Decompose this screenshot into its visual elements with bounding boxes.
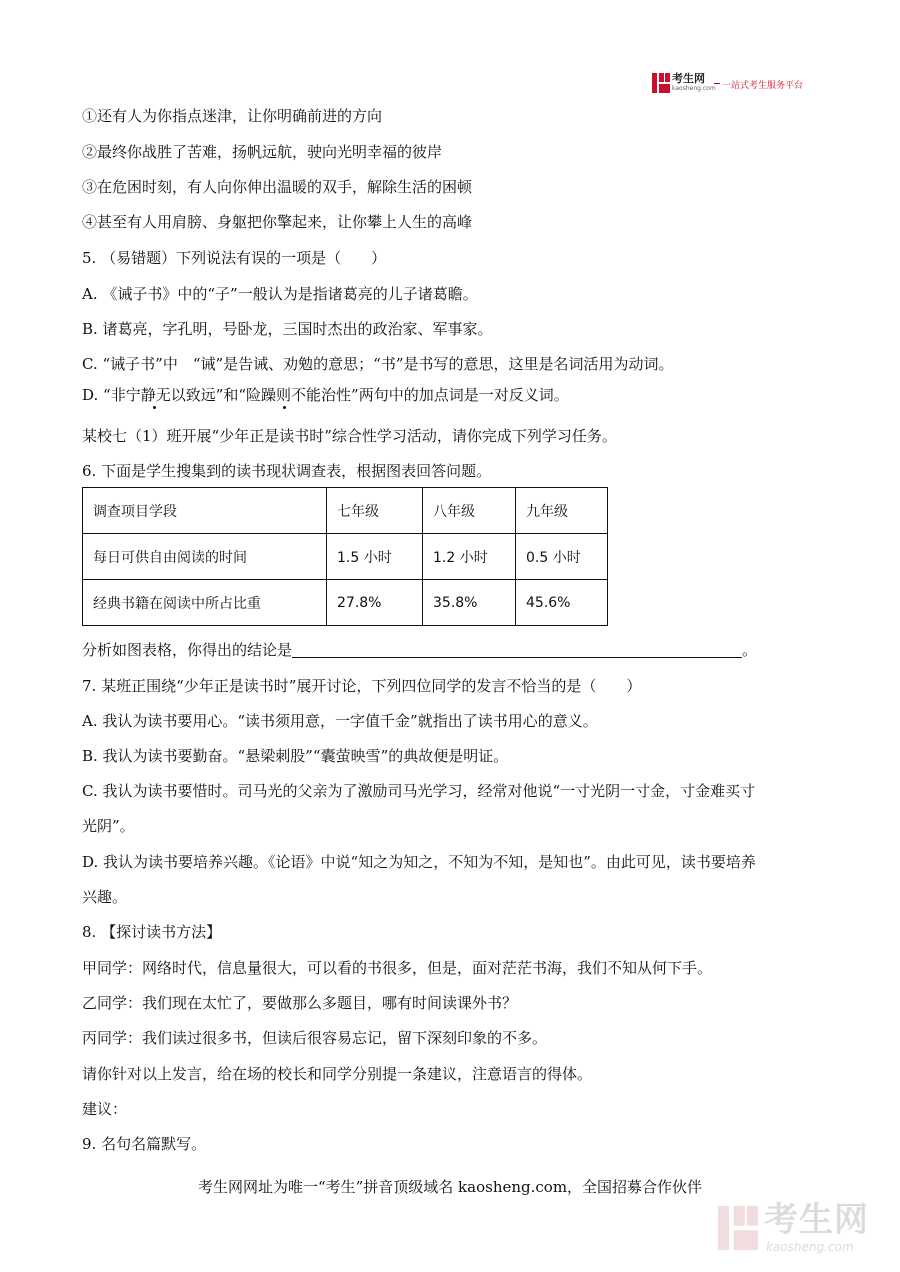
watermark-brand: 考生网 [764, 1200, 869, 1240]
table-header-row [83, 488, 608, 534]
table-row [83, 534, 608, 580]
question-5-option-b: B. 诸葛亮，字孔明，号卧龙，三国时杰出的政治家、军事家。 [82, 320, 493, 338]
logo-brand-name: 考生网 [672, 72, 705, 85]
logo-tagline: 一站式考生服务平台 [722, 81, 804, 91]
watermark-domain: kaosheng.com [766, 1240, 854, 1254]
table-header-cell: 调查项目学段 [83, 488, 327, 534]
page-footer: 考生网网址为唯一“考生”拼音顶级域名 kaosheng.com，全国招募合作伙伴 [197, 1178, 703, 1196]
question-8-speaker-b: 乙同学：我们现在太忙了，要做那么多题目，哪有时间读课外书？ [82, 994, 518, 1012]
question-7-option-d-line-1: D. 我认为读书要培养兴趣。《论语》中说“知之为知之，不知为不知，是知也”。由此可见，读书要培养 [82, 853, 756, 871]
table-header-cell: 九年级 [516, 488, 608, 534]
option-line-4: ④甚至有人用肩膀、身躯把你擎起来，让你攀上人生的高峰 [82, 213, 473, 231]
question-6: 6. 下面是学生搜集到的读书现状调查表，根据图表回答问题。 [82, 462, 492, 480]
table-cell: 0.5 小时 [516, 534, 608, 580]
table-header-cell: 八年级 [423, 488, 516, 534]
question-8-speaker-a: 甲同学：网络时代，信息量很大，可以看的书很多，但是，面对茫茫书海，我们不知从何下手。 [82, 959, 713, 977]
logo-separator [714, 83, 720, 84]
question-7: 7. 某班正围绕“少年正是读书时”展开讨论，下列四位同学的发言不恰当的是（ ） [82, 677, 642, 695]
watermark-logo-icon [718, 1202, 758, 1254]
table-header-cell: 七年级 [327, 488, 423, 534]
kaosheng-logo-icon [652, 73, 670, 93]
question-8-speaker-c: 丙同学：我们读过很多书，但读后很容易忘记，留下深刻印象的不多。 [82, 1029, 548, 1047]
reading-survey-table [82, 487, 608, 626]
option-line-3: ③在危困时刻，有人向你伸出温暖的双手，解除生活的困顿 [82, 178, 473, 196]
question-5-option-d: D. “非宁静无以致远”和“险躁则不能治性”两句中的加点词是一对反义词。 [82, 386, 569, 404]
question-7-option-d-line-2: 兴趣。 [82, 888, 128, 906]
question-7-option-a: A. 我认为读书要用心。“读书须用意，一字值千金”就指出了读书用心的意义。 [82, 712, 598, 730]
question-8-suggestion-label: 建议： [82, 1100, 128, 1118]
table-cell: 27.8% [327, 580, 423, 626]
question-7-option-b: B. 我认为读书要勤奋。“悬梁刺股”“囊萤映雪”的典故便是明证。 [82, 747, 509, 765]
option-line-2: ②最终你战胜了苦难，扬帆远航，驶向光明幸福的彼岸 [82, 143, 443, 161]
table-cell: 1.2 小时 [423, 534, 516, 580]
question-5-option-a: A. 《诫子书》中的“子”一般认为是指诸葛亮的儿子诸葛瞻。 [82, 285, 478, 303]
emphasis-dot [153, 406, 156, 409]
question-8: 8. 【探讨读书方法】 [82, 923, 222, 941]
answer-blank[interactable] [292, 641, 742, 658]
question-6-answer [82, 640, 757, 660]
question-8-request: 请你针对以上发言，给在场的校长和同学分别提一条建议，注意语言的得体。 [82, 1065, 593, 1083]
answer-suffix: 。 [742, 641, 758, 659]
question-5-option-c: C. “诫子书”中 “诫”是告诫、劝勉的意思；“书”是书写的意思，这里是名词活用为动词。 [82, 355, 674, 373]
question-9: 9. 名句名篇默写。 [82, 1135, 207, 1153]
question-5: 5. （易错题）下列说法有误的一项是（ ） [82, 249, 387, 267]
table-cell: 35.8% [423, 580, 516, 626]
table-cell: 每日可供自由阅读的时间 [83, 534, 327, 580]
table-cell: 经典书籍在阅读中所占比重 [83, 580, 327, 626]
logo-domain: kaosheng.com [672, 85, 716, 92]
activity-intro: 某校七（1）班开展“少年正是读书时”综合性学习活动，请你完成下列学习任务。 [82, 427, 617, 445]
option-line-1: ①还有人为你指点迷津，让你明确前进的方向 [82, 107, 383, 125]
answer-prefix: 分析如图表格，你得出的结论是 [82, 641, 293, 659]
header-logo [652, 72, 822, 98]
question-7-option-c-line-2: 光阴”。 [82, 817, 135, 835]
table-cell: 1.5 小时 [327, 534, 423, 580]
emphasis-dot [283, 406, 286, 409]
watermark [718, 1200, 888, 1258]
table-row [83, 580, 608, 626]
question-7-option-c-line-1: C. 我认为读书要惜时。司马光的父亲为了激励司马光学习，经常对他说“一寸光阴一寸金，寸金难买寸 [82, 782, 756, 800]
table-cell: 45.6% [516, 580, 608, 626]
